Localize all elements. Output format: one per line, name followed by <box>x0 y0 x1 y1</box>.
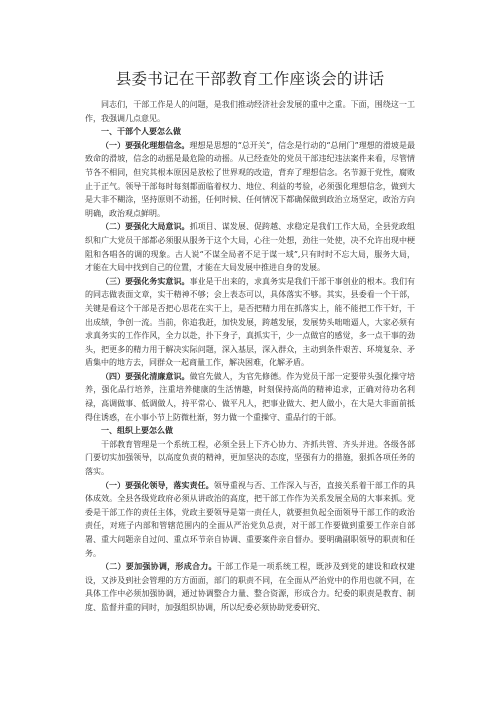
paragraph-system <box>85 438 415 479</box>
paragraph-lead: （二）要加强协调，形成合力。 <box>101 561 217 572</box>
paragraph-text: 干部教育管理是一个系统工程，必须全县上下齐心协力、齐抓共管、齐头并进。各级各部门要切实加强领导，以高度负责的精神，更加坚决的态度，坚强有力的措施，狠抓各项任务的落实。 <box>85 439 415 477</box>
paragraph-ideals <box>85 139 415 221</box>
paragraph-overall-situation <box>85 220 415 274</box>
paragraph-lead: （二）要强化大局意识。 <box>101 221 190 232</box>
paragraph-text: 事业是干出来的，求真务实是我们干部干事创业的根本。我们有的同志做表面文章，实干精神不够；会上表态可以，具体落实不够。其实，县委看一个干部，关键是看这个干部是否把心思花在实干上，是否把精力用在抓落实上，能不能把工作干好，干出成绩，争创一流。当前，你追我赶，加快发展，跨越发展，发展势头咄咄逼人，大家必须有求真务实的工作作风，全力以赴，扑下身子，真抓实干，少一点做官的感觉，多一点干事的劲头，把更多的精力用于解决实际问题，深入基层，深入群众，主动到条件艰苦、环境复杂、矛盾集中的地方去，同群众一起商量工作，解决困难，化解矛盾。 <box>85 276 415 368</box>
paragraph-text: 领导重视与否、工作深入与否，直接关系着干部工作的具体成效。全县各级党政府必须从讲政治的高度，把干部工作作为关系发展全局的大事来抓。党委是干部工作的责任主体，党政主要领导是第一责任人，就要担负起全面领导干部工作的政治责任，对班子内部和管辖范围内的全面从严治党负总责，对干部工作要做到重要工作亲自部署、重大问题亲自过问、重点环节亲自协调、重要案件亲自督办。要明确副职领导的职责和任务。 <box>85 480 416 558</box>
section-heading-organization: 一、组织上要怎么做 <box>101 425 173 436</box>
paragraph-text: 抓项目、谋发展、促跨越、求稳定是我们工作大局，全县党政组织和广大党员干部都必须服从服务于这个大局，心往一处想，劲往一处使，决不允许出现中梗阻和各唱各的调的现象。古人说“不谋全局者不足于谋一域”,只有时时不忘大局，服务大局，才能在大局中找到自己的位置，才能在大局发展中推进自身的发展。 <box>85 222 415 273</box>
paragraph-pragmatism <box>85 275 415 370</box>
paragraph-lead: （四）要强化清廉意识。 <box>101 370 190 381</box>
paragraph-leadership <box>85 479 415 561</box>
paragraph-text: 同志们，干部工作是人的问题，是我们推动经济社会发展的重中之重。下面，围绕这一工作，我强调几点意见。 <box>85 100 415 123</box>
paragraph-lead: （三）要强化务实意识。 <box>101 275 190 286</box>
paragraph-text: 干部工作是一项系统工程，既涉及到党的建设和政权建设，又涉及到社会管理的方方面面，部门的职责不同，在全面从严治党中的作用也就不同，在具体工作中必须加强协调，通过协调整合力量、整合资源，形成合力。纪委的职责是教育、制度、监督并重的同时，加强组织协调，所以纪委必须协助党委研究、 <box>85 562 416 612</box>
paragraph-intro <box>85 98 415 125</box>
paragraph-coordination <box>85 560 415 614</box>
document-body <box>85 98 415 615</box>
paragraph-text: 理想是思想的“总开关”，信念是行动的“总闸门”理想的滑坡是最致命的滑坡，信念的动摇是最危险的动摇。从已经查处的党员干部违纪违法案件来看，尽管情节各不相同，但究其根本原因是放松了世界观的改造，背弃了理想信念。名节源于党性，腐败止于正气。领导干部每时每刻都面临着权力、地位、利益的考验，必须强化理想信念，做到大是大非不糊涂，坚持原则不动摇，任何时候、任何情况下都确保做到政治立场坚定，政治方向明确，政治观点鲜明。 <box>85 140 415 218</box>
paragraph-integrity <box>85 370 415 424</box>
section-heading-individual: 一、干部个人要怎么做 <box>101 126 181 137</box>
paragraph-lead: （一）要强化理想信念。 <box>101 139 190 150</box>
paragraph-text: 做官先做人，为官先修德。作为党员干部一定要带头强化操守培养，强化品行培养，注重培养健康的生活情趣，时刻保持高尚的精神追求，正确对待功名利禄，高调做事、低调做人，持平常心、做平凡人，把事业做大、把人做小，在大是大非面前抵得住诱惑，在小事小节上防微杜渐，努力做一个重操守、重品行的干部。 <box>85 371 415 422</box>
document-title: 县委书记在干部教育工作座谈会的讲话 <box>115 70 385 88</box>
paragraph-lead: （一）要强化领导，落实责任。 <box>101 479 214 490</box>
